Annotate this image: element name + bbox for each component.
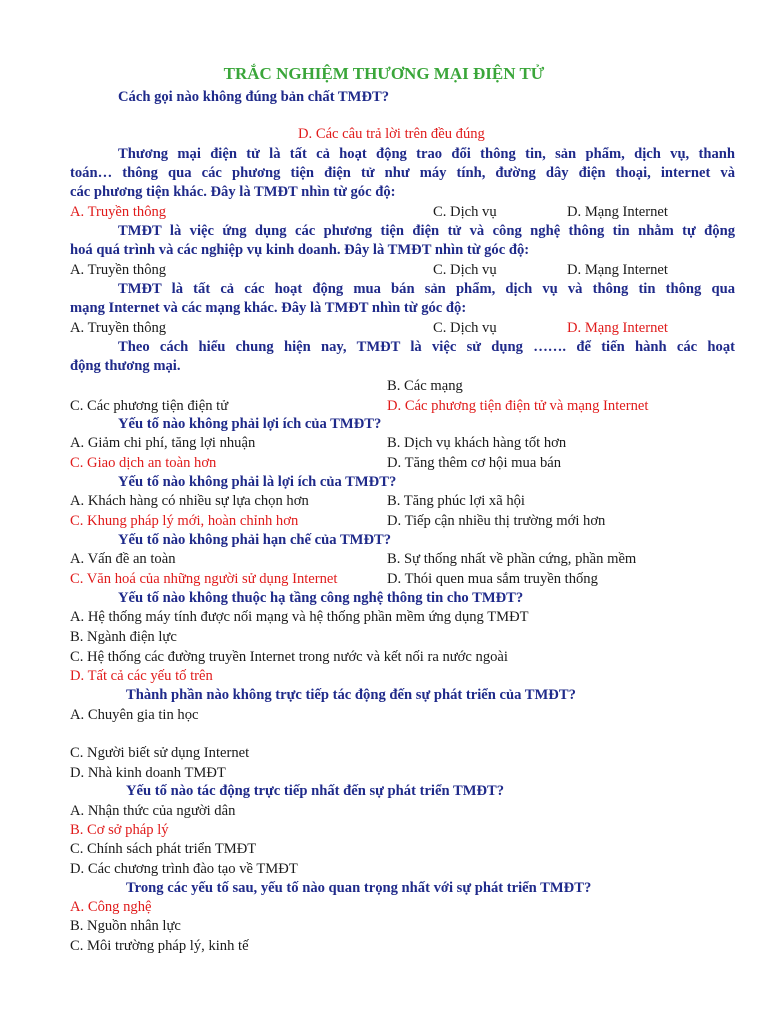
question-3-line-2: hoá quá trình và các nghiệp vụ kinh doanh. Đây là TMĐT nhìn từ góc độ: (70, 242, 530, 258)
question-9: Yếu tố nào không thuộc hạ tầng công nghệ thông tin cho TMĐT? (118, 590, 524, 606)
q2-answer-a: A. Truyền thông (70, 204, 167, 220)
q8-answer-b: B. Sự thống nhất về phần cứng, phần mềm (387, 551, 637, 567)
q8-answer-a: A. Vấn đề an toàn (70, 551, 176, 567)
q5-answer-c: C. Các phương tiện điện tử (70, 398, 229, 414)
q11-answer-b: B. Cơ sở pháp lý (70, 822, 169, 838)
question-10: Thành phần nào không trực tiếp tác động đến sự phát triển của TMĐT? (126, 687, 576, 703)
q3-answer-c: C. Dịch vụ (433, 262, 497, 278)
q9-answer-a: A. Hệ thống máy tính được nối mạng và hệ thống phần mềm ứng dụng TMĐT (70, 609, 529, 625)
q11-answer-c: C. Chính sách phát triển TMĐT (70, 841, 257, 857)
q2-answer-d: D. Mạng Internet (567, 204, 668, 220)
q6-answer-c: C. Giao dịch an toàn hơn (70, 455, 217, 471)
question-4-line-1: TMĐT là tất cả các hoạt động mua bán sản phẩm, dịch vụ và thông tin thông qua (118, 281, 735, 297)
q3-answer-a: A. Truyền thông (70, 262, 167, 278)
question-1: Cách gọi nào không đúng bản chất TMĐT? (118, 89, 390, 105)
q4-answer-c: C. Dịch vụ (433, 320, 497, 336)
question-5-line-1: Theo cách hiểu chung hiện nay, TMĐT là việc sử dụng ……. để tiến hành các hoạt (118, 339, 735, 355)
q9-answer-c: C. Hệ thống các đường truyền Internet trong nước và kết nối ra nước ngoài (70, 649, 508, 665)
q9-answer-b: B. Ngành điện lực (70, 629, 177, 645)
q10-answer-d: D. Nhà kinh doanh TMĐT (70, 765, 226, 781)
question-11: Yếu tố nào tác động trực tiếp nhất đến sự phát triển TMĐT? (126, 783, 505, 799)
q7-answer-a: A. Khách hàng có nhiều sự lựa chọn hơn (70, 493, 309, 509)
q11-answer-a: A. Nhận thức của người dân (70, 803, 236, 819)
q6-answer-d: D. Tăng thêm cơ hội mua bán (387, 455, 562, 471)
q5-answer-d: D. Các phương tiện điện tử và mạng Internet (387, 398, 649, 414)
q8-answer-c: C. Văn hoá của những người sử dụng Internet (70, 571, 338, 587)
q12-answer-b: B. Nguồn nhân lực (70, 918, 181, 934)
q7-answer-d: D. Tiếp cận nhiều thị trường mới hơn (387, 513, 606, 529)
question-4-line-2: mạng Internet và các mạng khác. Đây là TMĐT nhìn từ góc độ: (70, 300, 467, 316)
q12-answer-a: A. Công nghệ (70, 899, 152, 915)
question-12: Trong các yếu tố sau, yếu tố nào quan trọng nhất với sự phát triển TMĐT? (126, 880, 592, 896)
q5-answer-b: B. Các mạng (387, 378, 463, 394)
q1-answer-d: D. Các câu trả lời trên đều đúng (298, 126, 485, 142)
question-8: Yếu tố nào không phải hạn chế của TMĐT? (118, 532, 392, 548)
q7-answer-c: C. Khung pháp lý mới, hoàn chỉnh hơn (70, 513, 299, 529)
question-5-line-2: động thương mại. (70, 358, 181, 374)
q8-answer-d: D. Thói quen mua sắm truyền thống (387, 571, 598, 587)
question-2-line-3: các phương tiện khác. Đây là TMĐT nhìn từ góc độ: (70, 184, 396, 200)
question-2-line-2: toán… thông qua các phương tiện điện tử như máy tính, đường dây điện thoại, internet và (70, 165, 735, 181)
q10-answer-c: C. Người biết sử dụng Internet (70, 745, 250, 761)
q9-answer-d: D. Tất cả các yếu tố trên (70, 668, 213, 684)
q2-answer-c: C. Dịch vụ (433, 204, 497, 220)
q4-answer-a: A. Truyền thông (70, 320, 167, 336)
q3-answer-d: D. Mạng Internet (567, 262, 668, 278)
q10-answer-a: A. Chuyên gia tin học (70, 707, 199, 723)
q7-answer-b: B. Tăng phúc lợi xã hội (387, 493, 525, 509)
question-2-line-1: Thương mại điện tử là tất cả hoạt động trao đổi thông tin, sản phẩm, dịch vụ, thanh (118, 146, 735, 162)
q4-answer-d: D. Mạng Internet (567, 320, 668, 336)
q11-answer-d: D. Các chương trình đào tạo về TMĐT (70, 861, 298, 877)
question-3-line-1: TMĐT là việc ứng dụng các phương tiện điện tử và công nghệ thông tin nhằm tự động (118, 223, 735, 239)
q6-answer-b: B. Dịch vụ khách hàng tốt hơn (387, 435, 567, 451)
question-7: Yếu tố nào không phải là lợi ích của TMĐT? (118, 474, 397, 490)
question-6: Yếu tố nào không phải lợi ích của TMĐT? (118, 416, 382, 432)
q12-answer-c: C. Môi trường pháp lý, kinh tế (70, 938, 249, 954)
q6-answer-a: A. Giảm chi phí, tăng lợi nhuận (70, 435, 256, 451)
document-title: TRẮC NGHIỆM THƯƠNG MẠI ĐIỆN TỬ (223, 64, 545, 83)
